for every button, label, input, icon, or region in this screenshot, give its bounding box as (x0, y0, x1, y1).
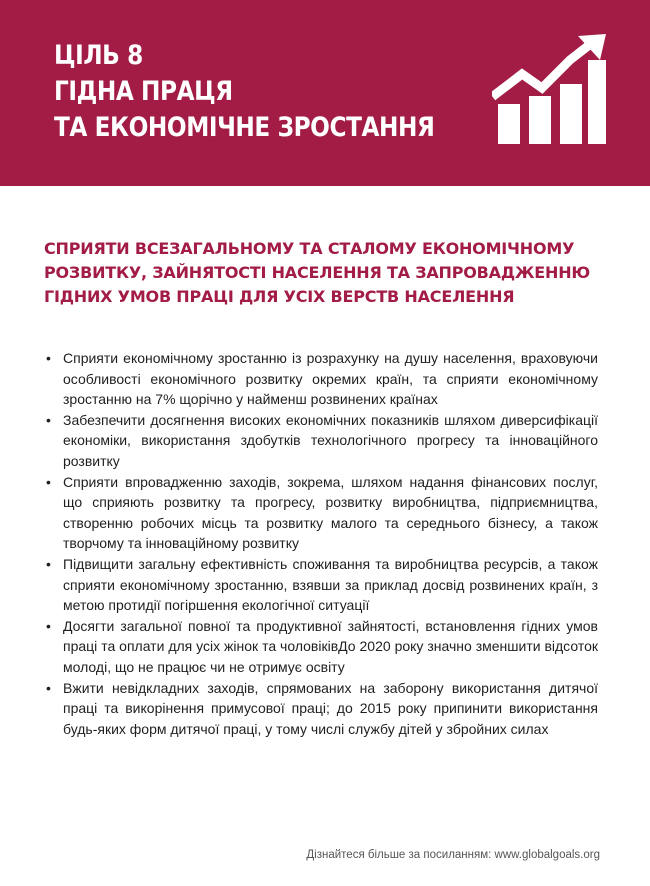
target-item (44, 554, 598, 616)
target-text: Сприяти економічному зростанню із розрахунку на душу населення, враховуючи особливості економічного розвитку окремих країн, та сприяти економічному зростанню на 7% щорічно у найменш розвинених країнах (63, 350, 598, 408)
goal-name-line-1: ГІДНА ПРАЦЯ (54, 76, 233, 107)
goal-name-line-2: ТА ЕКОНОМІЧНЕ ЗРОСТАННЯ (54, 112, 435, 143)
target-item (44, 678, 598, 740)
target-text: Підвищити загальну ефективність споживання та виробництва ресурсів, а також сприяти економічному зростанню, взявши за приклад досвід розвинених країн, з метою протидії погіршення екологічної ситуації (63, 555, 598, 614)
footer-link-note: Дізнайтеся більше за посиланням: www.globalgoals.org (306, 849, 600, 861)
target-item (44, 410, 598, 472)
targets-list (44, 348, 598, 739)
target-item (44, 472, 598, 554)
bullet-icon: • (46, 473, 51, 490)
bullet-icon: • (46, 555, 51, 572)
target-text: Досягти загальної повної та продуктивної зайнятості, встановлення гідних умов праці та оплати для усіх жінок та чоловіківДо 2020 року значно зменшити відсоток молоді, що не працює чи не отримує освіту (63, 617, 598, 675)
target-text: Вжити невідкладних заходів, спрямованих на заборону використання дитячої праці та викорінення примусової праці; до 2015 року припинити використання будь-яких форм дитячої праці, у тому числі службу дітей у збройних силах (63, 679, 598, 737)
header-banner (0, 0, 650, 186)
target-item (44, 348, 598, 410)
goal-subtitle: СПРИЯТИ ВСЕЗАГАЛЬНОМУ ТА СТАЛОМУ ЕКОНОМІЧНОМУ РОЗВИТКУ, ЗАЙНЯТОСТІ НАСЕЛЕННЯ ТА ЗАПРОВАДЖЕННЮ ГІДНИХ УМОВ ПРАЦІ ДЛЯ УСІХ ВЕРСТВ НАСЕЛЕННЯ (44, 239, 590, 306)
target-text: Забезпечити досягнення високих економічних показників шляхом диверсифікації економіки, використання здобутків технологічного прогресу та інноваційного розвитку (63, 411, 598, 469)
goal-number: ЦІЛЬ 8 (54, 40, 143, 71)
bullet-icon: • (46, 411, 51, 428)
target-item (44, 616, 598, 678)
target-text: Сприяти впровадженню заходів, зокрема, шляхом надання фінансових послуг, що сприяють розвитку та прогресу, розвитку виробництва, підприємництва, створенню робочих місць та розвитку малого та середнього бізнесу, а також творчому та інноваційному розвитку (63, 473, 598, 552)
bullet-icon: • (46, 679, 51, 696)
growth-chart-arrow-icon (492, 34, 608, 144)
goal-title (54, 38, 434, 146)
bullet-icon: • (46, 350, 51, 366)
bullet-icon: • (46, 617, 51, 634)
